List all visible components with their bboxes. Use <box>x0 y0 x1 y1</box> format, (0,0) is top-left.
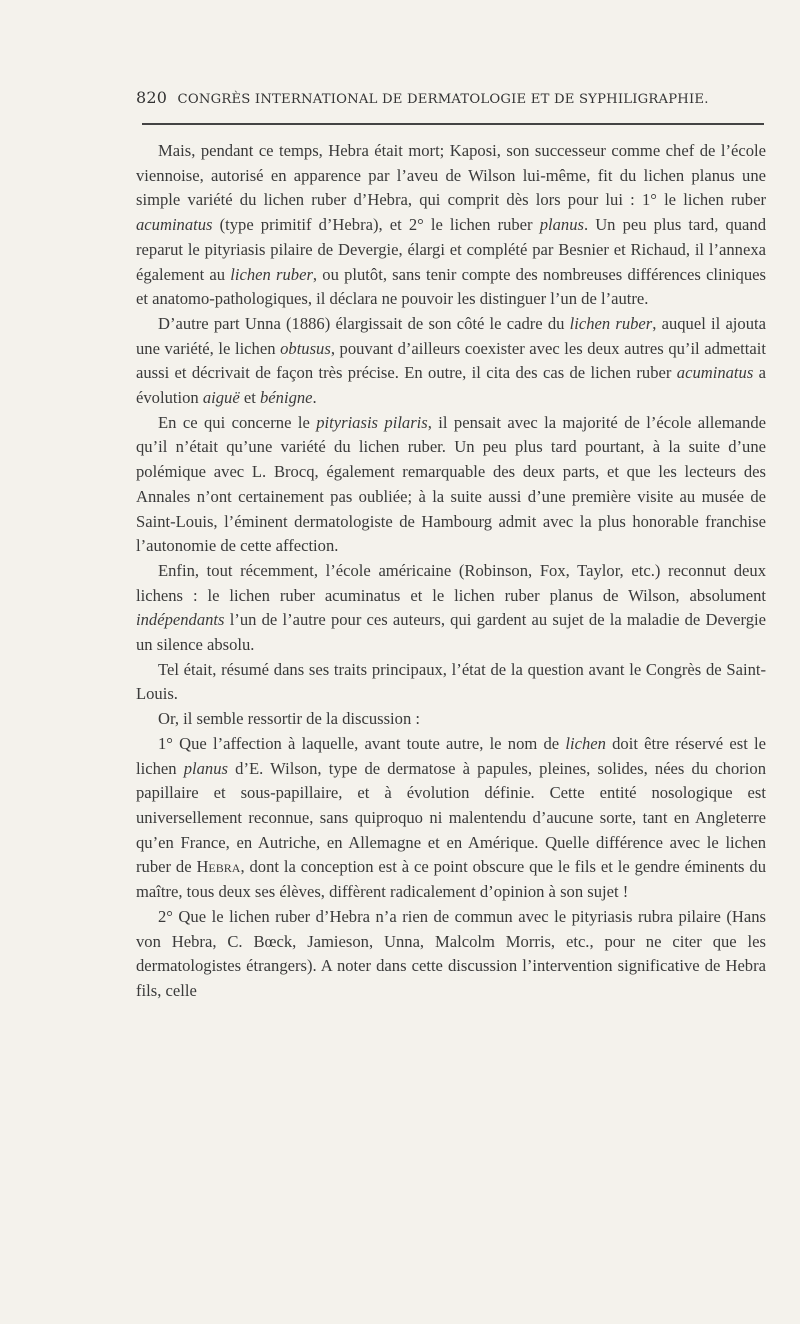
italic-text: planus <box>539 215 584 235</box>
italic-text: aiguë <box>202 388 240 408</box>
italic-text: acuminatus <box>136 215 213 235</box>
text-run: , ou plutôt, sans tenir compte des nombreuses différences cliniques et anatomo-pathologiques, il déclara ne pouvoir les distinguer l’un de l’autre. <box>136 264 766 309</box>
paragraph <box>136 658 766 707</box>
italic-text: acuminatus <box>676 363 754 383</box>
italic-text: lichen <box>565 733 606 753</box>
text-run: , auquel il ajouta une variété, le lichen <box>136 313 766 358</box>
text-run: (type primitif d’Hebra), et 2° le lichen ruber <box>212 215 540 235</box>
paragraph <box>136 732 766 905</box>
text-run: 1° Que l’affection à laquelle, avant toute autre, le nom de <box>158 733 566 753</box>
header-rule <box>142 123 764 125</box>
paragraph <box>136 905 766 1004</box>
paragraph <box>136 139 766 312</box>
text-run: doit être réservé est le lichen <box>136 733 767 778</box>
text-run: Hebra <box>196 857 241 877</box>
text-run: d’E. Wilson, type de dermatose à papules, pleines, solides, nées du chorion papillaire et sous-papillaire, et à évolution définie. Cette entité nosologique est universellement reconnue, sans quiproquo ni malentendu d’aucune sorte, tant en Angleterre qu’en France, en Autriche, en Allemagne et en Amérique. Quelle différence avec le lichen ruber de <box>136 758 766 877</box>
text-run: 2° Que le lichen ruber d’Hebra n’a rien de commun avec le pityriasis rubra pilaire (Hans von Hebra, C. Bœck, Jamieson, Unna, Malcolm Morris, etc., pour ne citer que les dermatologistes étrangers). A noter dans cette discussion l’intervention significative de Hebra fils, celle <box>136 906 766 1000</box>
text-run: Or, il semble ressortir de la discussion : <box>158 709 421 729</box>
italic-text: lichen ruber <box>569 313 653 333</box>
text-run: En ce qui concerne le <box>158 412 317 432</box>
page-number: 820 <box>136 88 168 107</box>
text-run: . <box>312 388 317 408</box>
text-run: et <box>239 388 260 408</box>
text-run: Tel était, résumé dans ses traits principaux, l’état de la question avant le Congrès de Saint-Louis. <box>136 659 766 704</box>
italic-text: lichen ruber <box>230 264 313 284</box>
paragraph <box>136 559 766 658</box>
text-run: , pouvant d’ailleurs coexister avec les deux autres qu’il admettait aussi et décrivait de façon très précise. En outre, il cita des cas de lichen ruber <box>136 338 766 383</box>
paragraph <box>136 411 766 559</box>
text-run: l’un de l’autre pour ces auteurs, qui gardent au sujet de la maladie de Devergie un silence absolu. <box>136 610 766 655</box>
body-text <box>136 139 766 1004</box>
text-run: , il pensait avec la majorité de l’école allemande qu’il n’était qu’une variété du lichen ruber. Un peu plus tard pourtant, à la suite d’une polémique avec L. Brocq, également remarquable des deux parts, et que les lecteurs des Annales n’ont certainement pas oubliée; à la suite aussi d’une première visite au musée de Saint-Louis, l’éminent dermatologiste de Hambourg admit avec la plus honorable franchise l’autonomie de cette affection. <box>136 412 766 556</box>
text-run: a évolution <box>136 363 767 408</box>
text-run: , dont la conception est à ce point obscure que le fils et le gendre éminents du maître, tous deux ses élèves, diffèrent radicalement d’opinion à son sujet ! <box>136 857 766 902</box>
italic-text: bénigne <box>260 388 313 408</box>
text-run: D’autre part Unna (1886) élargissait de son côté le cadre du <box>158 313 570 333</box>
running-title: CONGRÈS INTERNATIONAL DE DERMATOLOGIE ET DE SYPHILIGRAPHIE. <box>177 92 709 107</box>
paragraph <box>136 312 766 411</box>
italic-text: indépendants <box>136 610 225 630</box>
text-run: Enfin, tout récemment, l’école américaine (Robinson, Fox, Taylor, etc.) reconnut deux lichens : le lichen ruber acuminatus et le lichen ruber planus de Wilson, absolument <box>136 560 766 605</box>
text-run: Mais, pendant ce temps, Hebra était mort; Kaposi, son successeur comme chef de l’école viennoise, autorisé en apparence par l’aveu de Wilson lui-même, fit du lichen planus une simple variété du lichen ruber d’Hebra, qui comprit dès lors pour lui : 1° le lichen ruber <box>136 141 766 210</box>
paragraph <box>136 707 766 732</box>
italic-text: pityriasis pilaris <box>316 412 428 432</box>
text-run: . Un peu plus tard, quand reparut le pityriasis pilaire de Devergie, élargi et complété par Besnier et Richaud, il l’annexa également au <box>136 215 766 284</box>
italic-text: obtusus <box>280 338 331 358</box>
running-header <box>136 88 766 107</box>
italic-text: planus <box>183 758 228 778</box>
